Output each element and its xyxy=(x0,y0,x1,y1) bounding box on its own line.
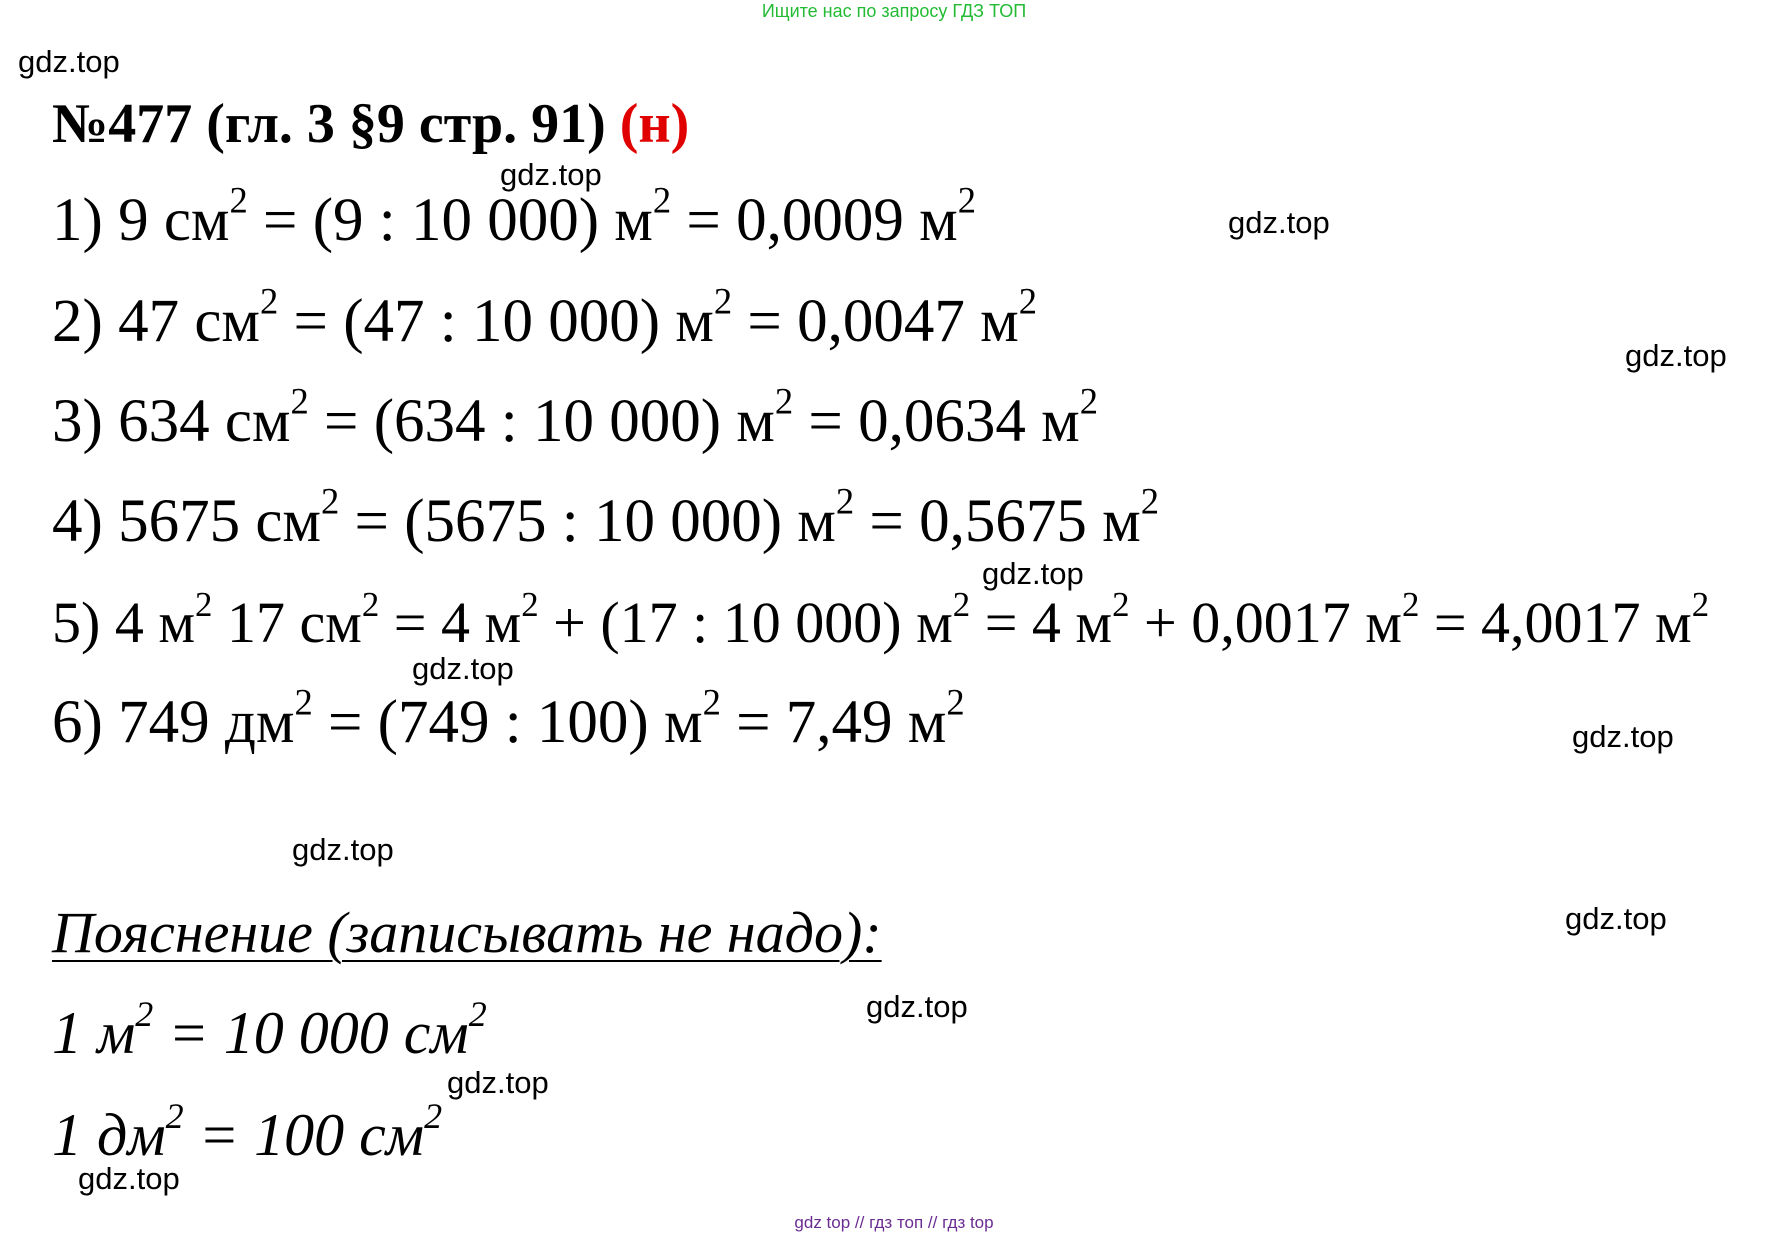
explanation-line-1: 1 $м^2 = 10$ 000 $см^2$ xyxy=(52,994,487,1066)
explanation-heading: Пояснение (записывать не надо): xyxy=(52,900,882,965)
solution-line-5: 5) 4 $м^2$ 17 $см^2 = 4$ $м^2 + (17$ : 10 000) $м^2 = 4$ $м^2 + 0,0017$ $м^2 = 4,0017$ $м^2$ xyxy=(52,584,1710,655)
solution-line-2: 2) 47 $см^2 = (47$ : 10 000) $м^2 = 0,0047$ $м^2$ xyxy=(52,280,1037,355)
watermark: gdz.top xyxy=(18,44,120,79)
watermark: gdz.top xyxy=(982,556,1084,591)
watermark: gdz.top xyxy=(78,1161,180,1196)
solution-line-6: 6) 749 $дм^2 = (749$ : 100) $м^2 = 7,49$ $м^2$ xyxy=(52,681,965,756)
watermark: gdz.top xyxy=(500,157,602,192)
solution-line-1: 1) 9 $см^2 = (9$ : 10 000) $м^2 = 0,0009$ $м^2$ xyxy=(52,179,976,254)
watermark: gdz.top xyxy=(1625,338,1727,373)
watermark: gdz.top xyxy=(866,989,968,1024)
watermark: gdz.top xyxy=(1572,719,1674,754)
footer-links[interactable]: gdz top // гдз топ // гдз top xyxy=(794,1213,994,1232)
top-banner: Ищите нас по запросу ГДЗ ТОП xyxy=(761,1,1027,21)
exercise-tag: (н) xyxy=(619,93,690,155)
watermark: gdz.top xyxy=(447,1065,549,1100)
explanation-line-2: 1 $дм^2 = 100$ $см^2$ xyxy=(52,1096,443,1168)
watermark: gdz.top xyxy=(1228,205,1330,240)
page-title xyxy=(52,92,689,156)
watermark: gdz.top xyxy=(412,651,514,686)
watermark: gdz.top xyxy=(1565,901,1667,936)
watermark: gdz.top xyxy=(292,832,394,867)
solution-line-3: 3) 634 $см^2 = (634$ : 10 000) $м^2 = 0,0634$ $м^2$ xyxy=(52,380,1098,455)
exercise-title: №477 (гл. 3 §9 стр. 91) xyxy=(52,93,606,155)
solution-line-4: 4) 5675 $см^2 = (5675$ : 10 000) $м^2 = 0,5675$ $м^2$ xyxy=(52,480,1159,555)
